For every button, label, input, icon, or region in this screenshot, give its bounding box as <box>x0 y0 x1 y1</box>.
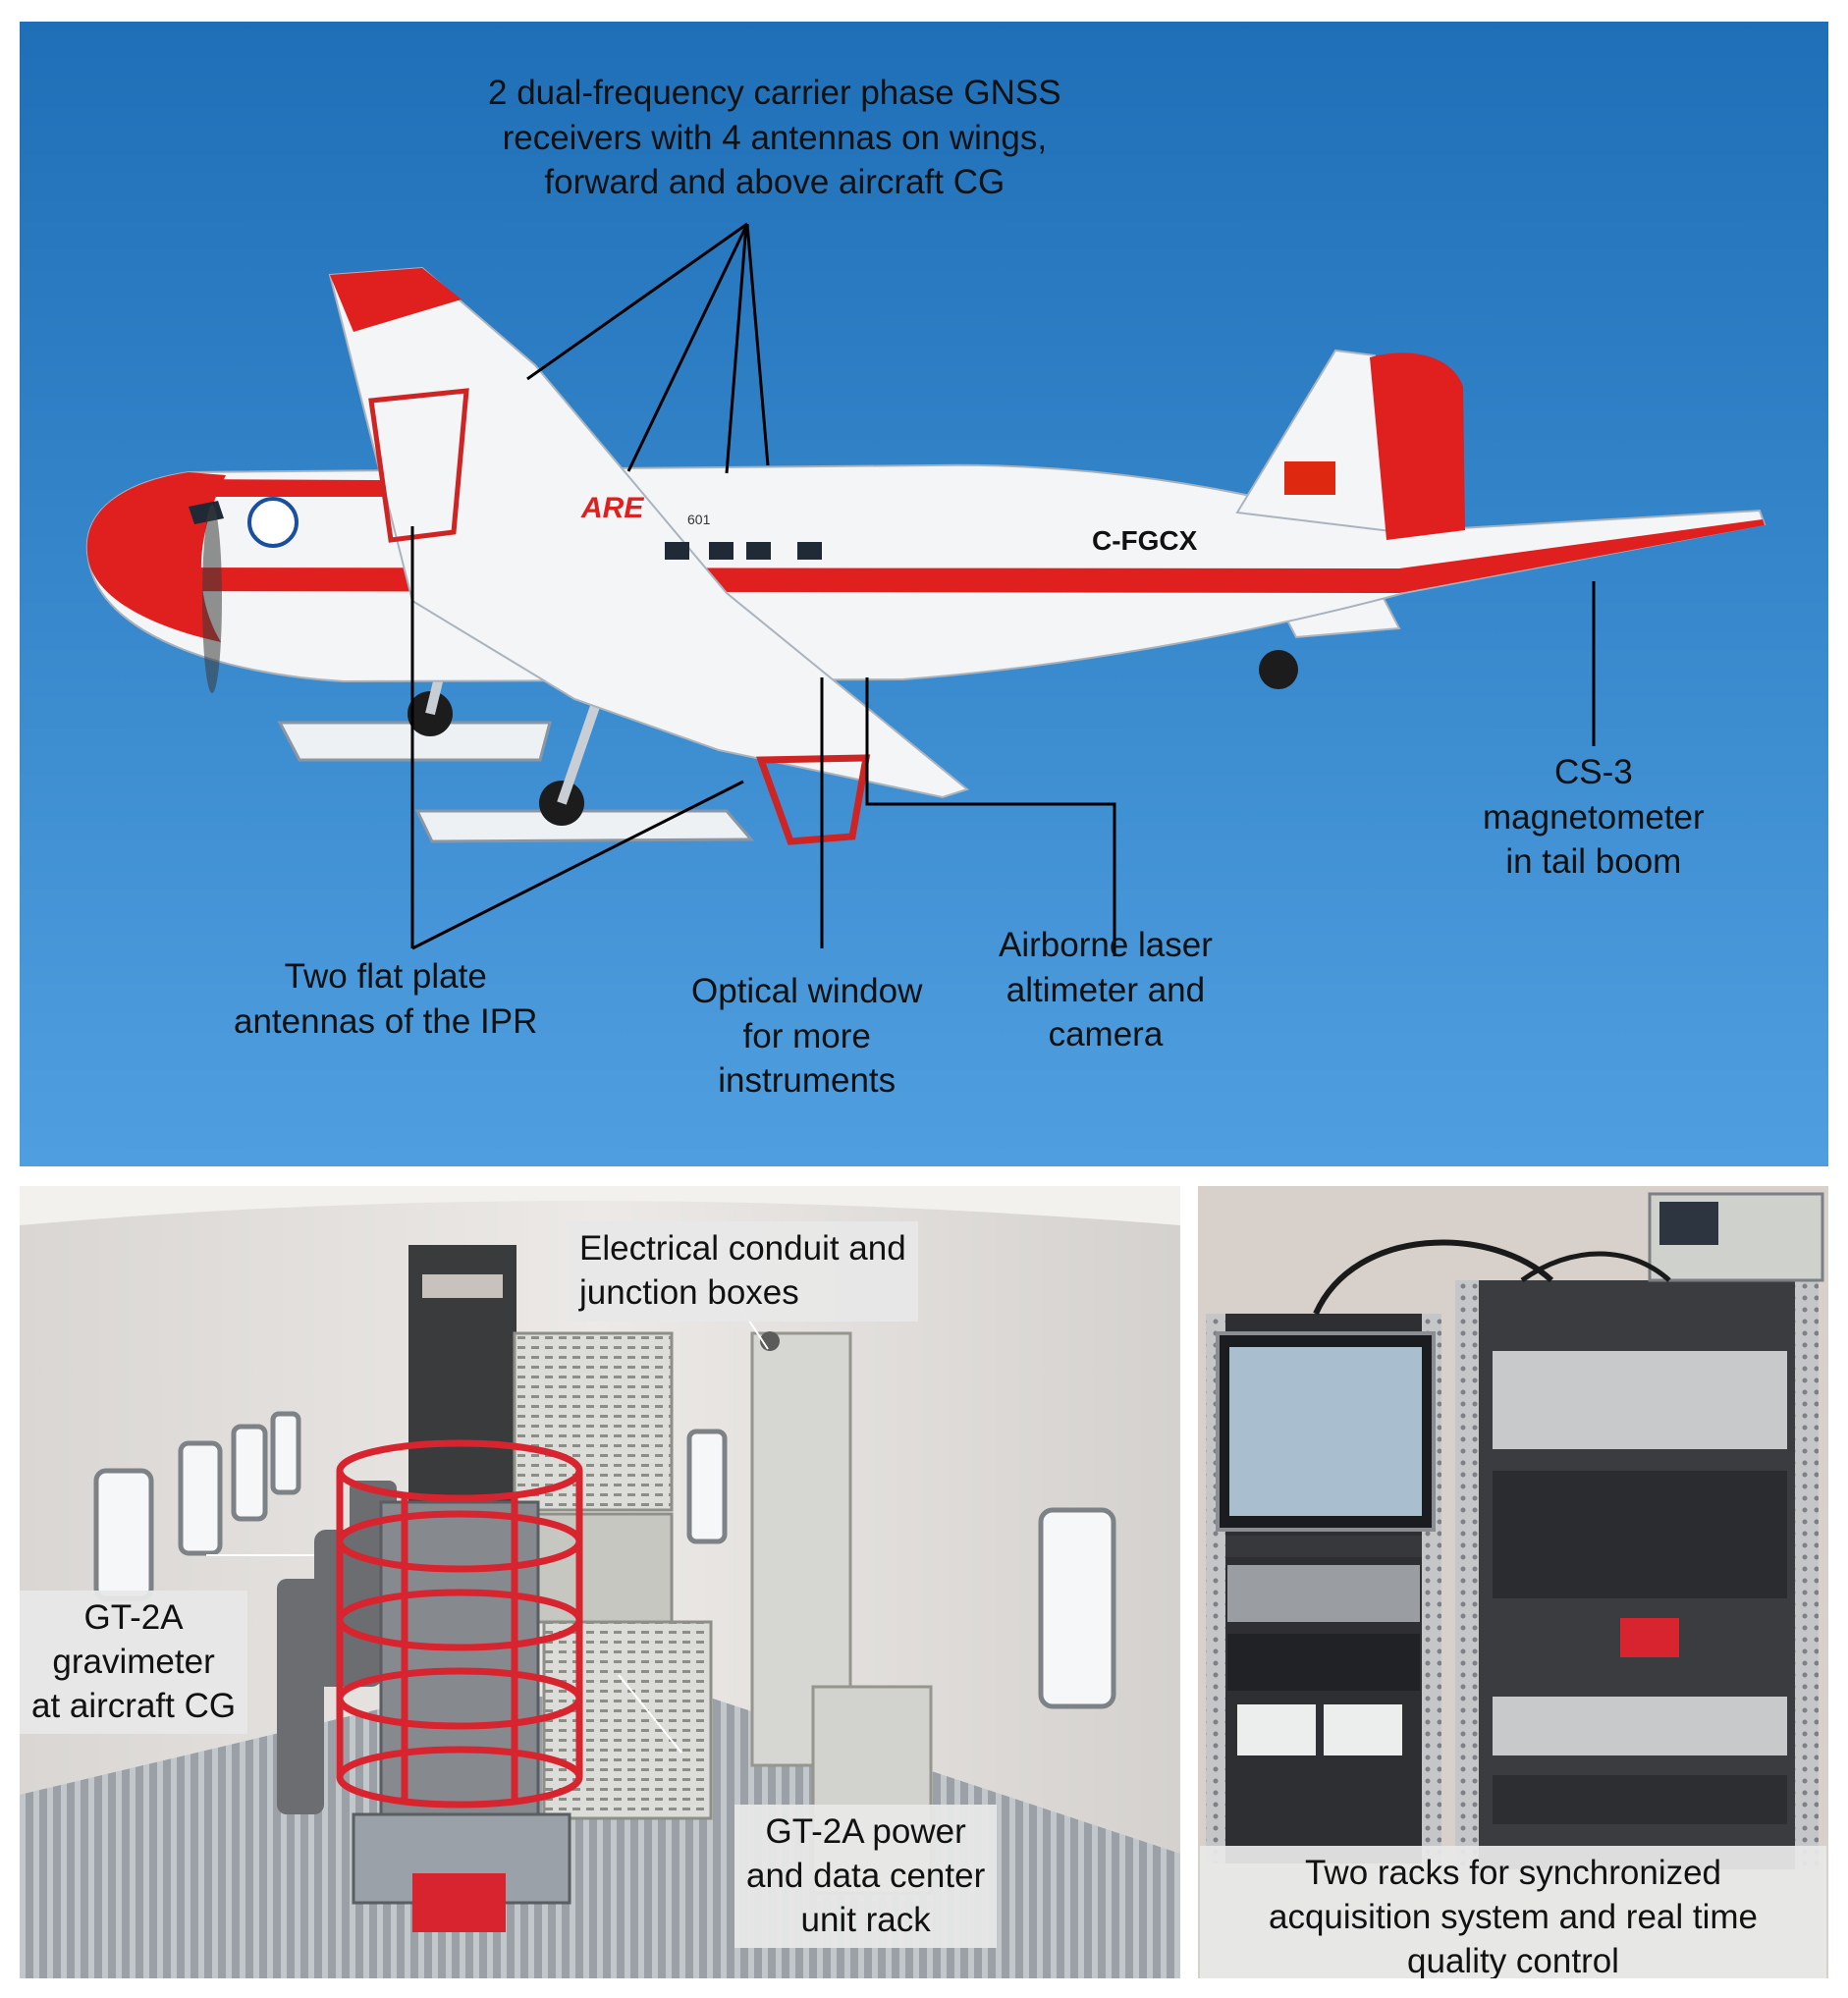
aircraft-photo-panel <box>20 22 1828 1166</box>
gravimeter-label-line-1: GT-2A <box>83 1598 184 1637</box>
gravimeter-label-line-2: gravimeter <box>52 1642 215 1681</box>
power-label-line-1: GT-2A power <box>765 1812 966 1851</box>
laser-label-line-1: Airborne laser <box>999 926 1213 964</box>
magnetometer-label-line-3: in tail boom <box>1505 842 1682 881</box>
gnss-label-line-3: forward and above aircraft CG <box>544 163 1006 201</box>
electronics-rack-upper <box>515 1333 672 1510</box>
expedition-logo-icon <box>249 499 297 546</box>
power-label-line-2: and data center <box>746 1856 986 1895</box>
ipr-label-line-2: antennas of the IPR <box>234 1001 538 1041</box>
laser-label-line-2: altimeter and <box>1006 970 1206 1009</box>
power-unit-rack-label <box>734 1805 997 1948</box>
magnetometer-label <box>1483 750 1705 885</box>
racks-label-line-1: Two racks for synchronized <box>1304 1854 1722 1892</box>
racks-label-line-2: acquisition system and real time <box>1269 1897 1758 1936</box>
ipr-label-line-1: Two flat plate <box>284 957 487 996</box>
monitor-screen <box>1229 1347 1422 1516</box>
optical-label-line-3: instruments <box>718 1061 897 1100</box>
registration-marking: C-FGCX <box>1092 525 1198 556</box>
cabin-interior-photo-panel <box>20 1186 1180 1978</box>
gnss-receivers-label <box>488 71 1061 205</box>
fuselage-number: 601 <box>687 512 711 527</box>
racks-label <box>1200 1846 1826 1978</box>
conduit-label-line-1: Electrical conduit and <box>579 1229 906 1268</box>
magnetometer-label-line-2: magnetometer <box>1483 797 1705 837</box>
laser-altimeter-label <box>999 923 1213 1057</box>
fuselage-text: ARE <box>581 492 644 524</box>
power-label-line-3: unit rack <box>800 1900 931 1939</box>
gnss-label-line-2: receivers with 4 antennas on wings, <box>502 118 1048 157</box>
conduit-label-line-2: junction boxes <box>579 1272 799 1312</box>
conduit-junction-label <box>568 1221 918 1322</box>
optical-label-line-1: Optical window <box>691 972 923 1010</box>
magnetometer-label-line-1: CS-3 <box>1553 753 1633 791</box>
optical-label-line-2: for more <box>742 1016 871 1055</box>
optical-window-label <box>691 969 922 1104</box>
gravimeter-label-line-3: at aircraft CG <box>31 1686 237 1725</box>
gnss-label-line-1: 2 dual-frequency carrier phase GNSS <box>488 74 1061 112</box>
flag-icon <box>1284 461 1335 495</box>
ipr-antennas-label <box>234 954 537 1044</box>
acquisition-racks-photo-panel <box>1198 1186 1828 1978</box>
laser-label-line-3: camera <box>1048 1015 1164 1053</box>
racks-label-line-3: quality control <box>1407 1941 1619 1978</box>
gravimeter-label <box>20 1591 247 1734</box>
